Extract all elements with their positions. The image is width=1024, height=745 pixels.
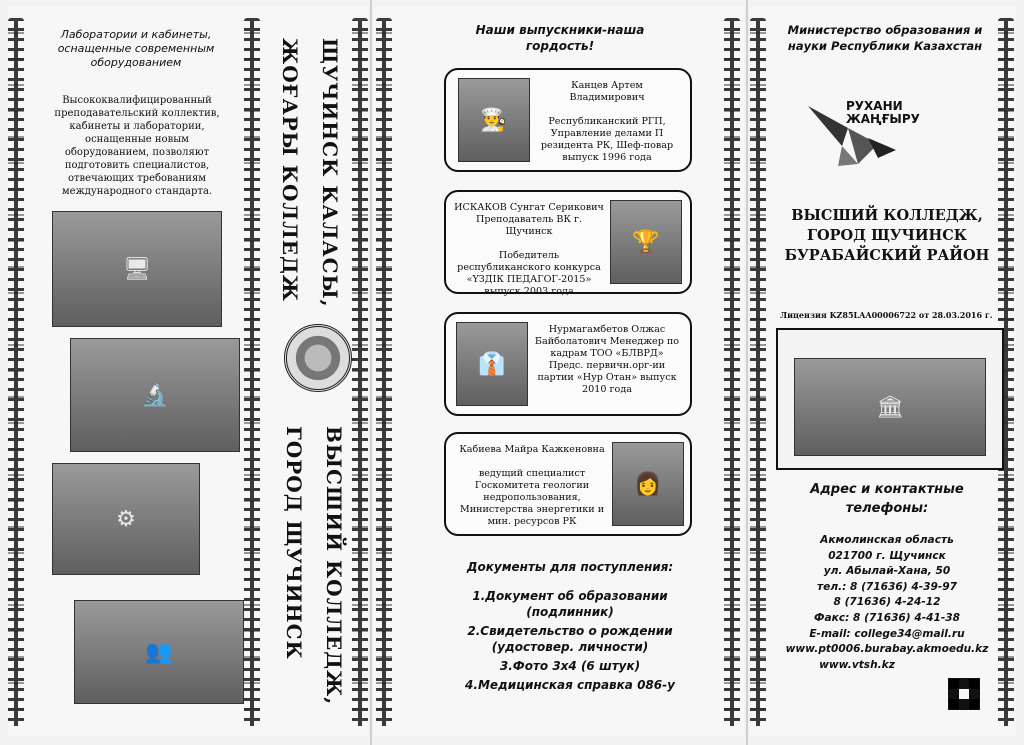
graduate-card (444, 312, 692, 416)
college-emblem-icon (284, 324, 352, 392)
fold-line (746, 0, 748, 745)
building-frame (776, 328, 1004, 470)
contact-line: Акмолинская область (820, 534, 954, 546)
contact-line: тел.: 8 (71636) 4-39-97 (817, 580, 957, 593)
document-item: 3.Фото 3x4 (6 штук) (499, 659, 641, 673)
contact-line: ул. Абылай-Хана, 50 (823, 565, 951, 578)
rukhani-logo-text: РУХАНИ ЖАҢҒЫРУ (846, 99, 920, 126)
license-number: Лицензия KZ85LAA00006722 от 28.03.2016 г. (780, 310, 993, 320)
ornament-border (750, 18, 766, 726)
right-panel (750, 6, 1016, 736)
graduate-photo: 👨‍🍳 (458, 78, 530, 162)
website-link[interactable]: www.pt0006.burabay.akmoedu.kz (785, 643, 989, 656)
documents-section (430, 560, 710, 693)
lab-heading: Лаборатории и кабинеты, оснащенные современным оборудованием (57, 28, 215, 69)
ornament-border (244, 18, 260, 726)
left-panel (8, 6, 368, 736)
contacts-heading: Адрес и контактные телефоны: (810, 482, 964, 516)
middle-panel (374, 6, 744, 736)
graduate-photo: 👩 (612, 442, 684, 526)
graduates-heading: Наши выпускники-наша гордость! (475, 23, 645, 53)
graduate-text: ИСКАКОВ Сунгат Серикович Преподаватель ВК г. Щучинск Победитель республиканского конкурса «ҮЗДІК ПЕДАГОГ-2015» выпуск 2003 года (454, 202, 604, 297)
document-item: 4.Медицинская справка 086-у (465, 678, 675, 692)
ornament-border (724, 18, 740, 726)
ministry-name: Министерство образования и науки Республики Казахстан (787, 23, 983, 53)
lab-description: Высококвалифицированный преподавательский коллектив, кабинеты и лаборатории, оснащенные новым оборудованием, позволяют подготовить специалистов, отвечающих требованиям международного стандарта. (54, 95, 220, 197)
ornament-border (352, 18, 368, 726)
computer-lab-photo: 🖥 (52, 211, 222, 327)
website-link[interactable]: www.vtsh.kz (819, 658, 895, 671)
workshop-photo: ⚙ (52, 463, 200, 575)
graduate-text: Кабиева Майра Кажкеновна ведущий специалист Госкомитета геологии недропользования, Министерства энергетики и мин. ресурсов РК (459, 444, 605, 527)
graduate-text: Канцев Артем Владимирович Республиканский РГП, Управление делами П резидента РК, Шеф-повар выпуск 1996 года (540, 80, 674, 163)
vertical-title-kazakh: ЩУЧИНСК КАЛАСЫ, ЖОҒАРЫ КОЛЛЕДЖ (278, 38, 342, 308)
document-item: 2.Свидетельство о рождении (удостовер. личности) (467, 624, 673, 654)
contact-line: 021700 г. Щучинск (828, 549, 946, 562)
document-item: 1.Документ об образовании (подлинник) (472, 589, 668, 619)
qr-code-icon (948, 678, 980, 710)
group-photo: 👥 (74, 600, 244, 704)
college-building-photo: 🏛 (794, 358, 986, 456)
graduate-card (444, 68, 692, 172)
email-link[interactable]: E-mail: college34@mail.ru (809, 627, 965, 640)
contact-line: Факс: 8 (71636) 4-41-38 (814, 611, 960, 624)
ornament-border (376, 18, 392, 726)
contacts-block (776, 533, 998, 673)
college-title: ВЫСШИЙ КОЛЛЕДЖ, ГОРОД ЩУЧИНСК БУРАБАЙСКИЙ РАЙОН (784, 207, 990, 264)
graduate-photo: 👔 (456, 322, 528, 406)
laboratory-photo: 🔬 (70, 338, 240, 452)
graduate-photo: 🏆 (610, 200, 682, 284)
fold-line (370, 0, 372, 745)
contact-line: 8 (71636) 4-24-12 (833, 596, 941, 609)
documents-heading: Документы для поступления: (466, 560, 674, 574)
graduate-card (444, 432, 692, 536)
vertical-title-russian: ВЫСШИЙ КОЛЛЕДЖ, ГОРОД ЩУЧИНСК (282, 426, 346, 706)
ornament-border (8, 18, 24, 726)
graduate-text: Нурмагамбетов Олжас Байболатович Менеджер по кадрам ТОО «БЛВРД» Предс. первичн.орг-ии партии «Нур Отан» выпуск 2010 года (534, 324, 680, 395)
graduate-card (444, 190, 692, 297)
